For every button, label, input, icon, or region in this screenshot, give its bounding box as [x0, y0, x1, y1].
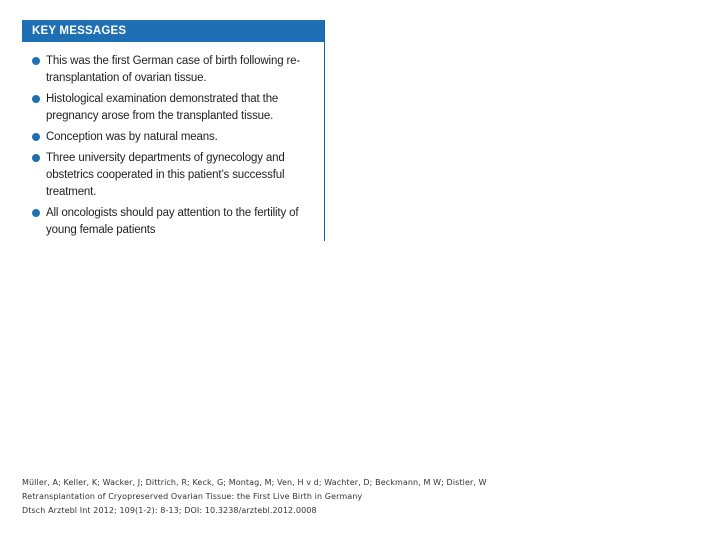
citation-title: Retransplantation of Cryopreserved Ovarian Tissue: the First Live Birth in Germany [22, 492, 363, 501]
list-item [32, 53, 324, 87]
bullet-icon [32, 133, 40, 141]
key-message-text: All oncologists should pay attention to the fertility of young female patients [46, 207, 299, 236]
citation-authors: Müller, A; Keller, K; Wacker, J; Dittrich, R; Keck, G; Montag, M; Ven, H v d; Wachter, D; Beckmann, M W; Distler, W [22, 478, 487, 487]
bullet-icon [32, 154, 40, 162]
key-messages-list [22, 42, 324, 239]
list-item [32, 91, 324, 125]
key-message-text: Histological examination demonstrated that the pregnancy arose from the transplanted tissue. [46, 93, 279, 122]
list-item [32, 205, 324, 239]
bullet-icon [32, 209, 40, 217]
key-message-text: Conception was by natural means. [46, 131, 218, 143]
bullet-icon [32, 57, 40, 65]
key-messages-title: KEY MESSAGES [22, 20, 324, 42]
list-item [32, 150, 324, 201]
bullet-icon [32, 95, 40, 103]
key-messages-box [22, 20, 325, 241]
list-item [32, 129, 324, 146]
citation-journal: Dtsch Arztebl Int 2012; 109(1-2): 8-13; DOI: 10.3238/arztebl.2012.0008 [22, 506, 317, 515]
key-message-text: This was the first German case of birth following re-transplantation of ovarian tissue. [46, 55, 301, 84]
citation [22, 476, 487, 518]
key-message-text: Three university departments of gynecology and obstetrics cooperated in this patient’s successful treatment. [46, 152, 285, 198]
